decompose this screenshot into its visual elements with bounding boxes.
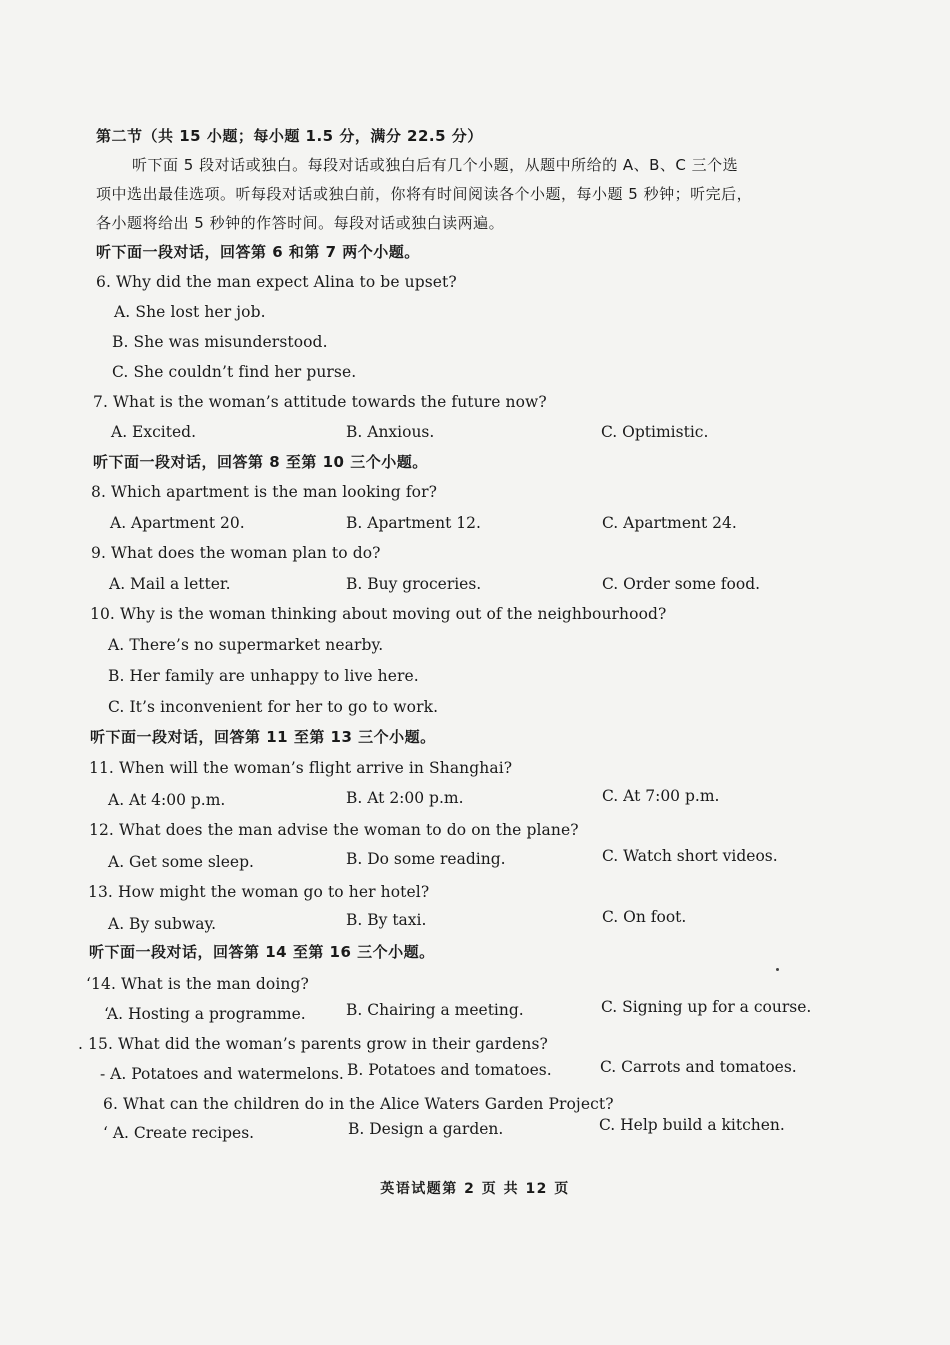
q14-option-b: B. Chairing a meeting. — [346, 1001, 524, 1019]
question-14: ‘14. What is the man doing? — [86, 975, 309, 993]
q10-option-b: B. Her family are unhappy to live here. — [108, 667, 419, 685]
q8-option-c: C. Apartment 24. — [602, 514, 737, 532]
question-16: 6. What can the children do in the Alice Waters Garden Project? — [103, 1095, 614, 1113]
question-10: 10. Why is the woman thinking about moving out of the neighbourhood? — [90, 605, 667, 623]
section-header: 第二节（共 15 小题；每小题 1.5 分，满分 22.5 分） — [96, 127, 483, 145]
q12-option-a: A. Get some sleep. — [108, 853, 254, 871]
q15-option-b: B. Potatoes and tomatoes. — [347, 1061, 552, 1079]
q8-option-a: A. Apartment 20. — [110, 514, 245, 532]
q16-option-c: C. Help build a kitchen. — [599, 1116, 785, 1134]
q6-option-c: C. She couldn’t find her purse. — [112, 363, 357, 381]
q10-option-a: A. There’s no supermarket nearby. — [108, 636, 384, 654]
instruction-line-1: 听下面 5 段对话或独白。每段对话或独白后有几个小题，从题中所给的 A、B、C 三个选 — [132, 156, 739, 174]
q14-option-a: ‘A. Hosting a programme. — [104, 1005, 306, 1023]
question-15: . 15. What did the woman’s parents grow in their gardens? — [78, 1035, 548, 1053]
q15-option-c: C. Carrots and tomatoes. — [600, 1058, 797, 1076]
question-12: 12. What does the man advise the woman to do on the plane? — [89, 821, 579, 839]
question-13: 13. How might the woman go to her hotel? — [88, 883, 430, 901]
direction-q14-q16: 听下面一段对话，回答第 14 至第 16 三个小题。 — [89, 943, 435, 961]
q9-option-c: C. Order some food. — [602, 575, 761, 593]
q13-option-b: B. By taxi. — [346, 911, 427, 929]
question-7: 7. What is the woman’s attitude towards the future now? — [93, 393, 547, 411]
q12-option-c: C. Watch short videos. — [602, 847, 778, 865]
question-11: 11. When will the woman’s flight arrive in Shanghai? — [89, 759, 513, 777]
q10-option-c: C. It’s inconvenient for her to go to work. — [108, 698, 439, 716]
q11-option-a: A. At 4:00 p.m. — [108, 791, 226, 809]
q16-option-b: B. Design a garden. — [348, 1120, 504, 1138]
q11-option-c: C. At 7:00 p.m. — [602, 787, 720, 805]
q8-option-b: B. Apartment 12. — [346, 514, 481, 532]
scan-speck — [776, 968, 779, 971]
q16-option-a: ‘ A. Create recipes. — [103, 1124, 255, 1142]
q13-option-a: A. By subway. — [108, 915, 217, 933]
q11-option-b: B. At 2:00 p.m. — [346, 789, 464, 807]
instruction-line-3: 各小题将给出 5 秒钟的作答时间。每段对话或独白读两遍。 — [96, 214, 505, 232]
q14-option-c: C. Signing up for a course. — [601, 998, 812, 1016]
q6-option-b: B. She was misunderstood. — [112, 333, 328, 351]
q7-option-c: C. Optimistic. — [601, 423, 709, 441]
direction-q8-q10: 听下面一段对话，回答第 8 至第 10 三个小题。 — [93, 453, 428, 471]
direction-q11-q13: 听下面一段对话，回答第 11 至第 13 三个小题。 — [90, 728, 436, 746]
direction-q6-q7: 听下面一段对话，回答第 6 和第 7 两个小题。 — [96, 243, 420, 261]
q13-option-c: C. On foot. — [602, 908, 687, 926]
q7-option-a: A. Excited. — [111, 423, 196, 441]
question-6: 6. Why did the man expect Alina to be upset? — [96, 273, 457, 291]
q7-option-b: B. Anxious. — [346, 423, 435, 441]
question-8: 8. Which apartment is the man looking for? — [91, 483, 438, 501]
question-9: 9. What does the woman plan to do? — [91, 544, 381, 562]
q6-option-a: A. She lost her job. — [114, 303, 266, 321]
q9-option-a: A. Mail a letter. — [109, 575, 231, 593]
instruction-line-2: 项中选出最佳选项。听每段对话或独白前，你将有时间阅读各个小题，每小题 5 秒钟；听完后， — [96, 185, 753, 203]
page-footer: 英语试题第 2 页 共 12 页 — [380, 1181, 570, 1197]
q9-option-b: B. Buy groceries. — [346, 575, 482, 593]
q15-option-a: - A. Potatoes and watermelons. — [100, 1065, 344, 1083]
q12-option-b: B. Do some reading. — [346, 850, 506, 868]
